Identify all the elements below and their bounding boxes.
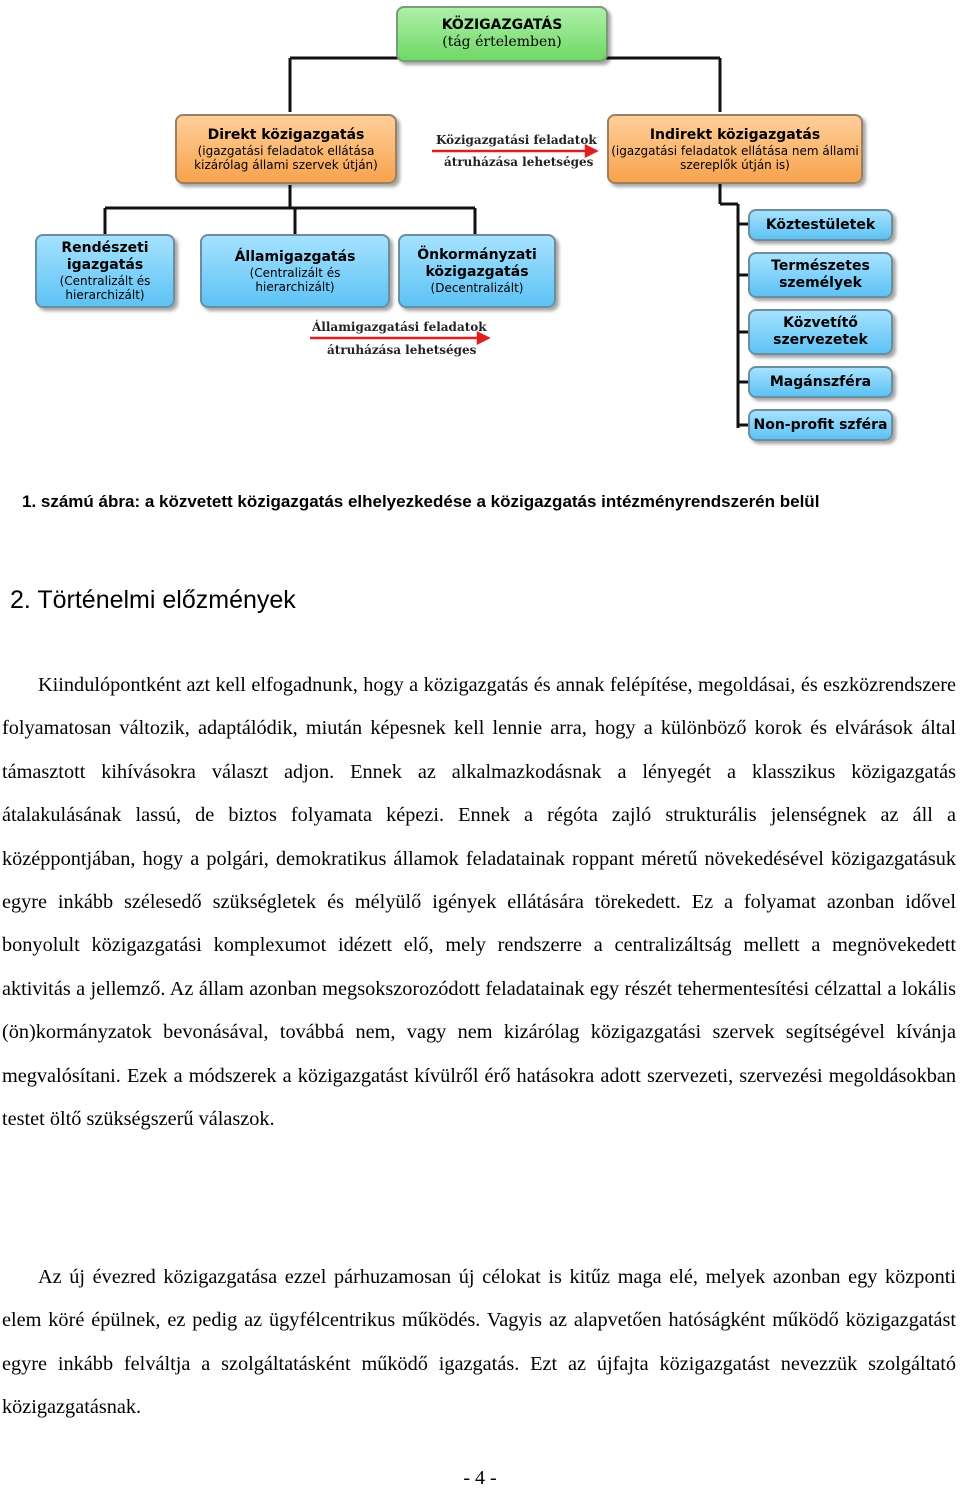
state-title: Államigazgatás bbox=[234, 248, 356, 265]
org-diagram bbox=[0, 0, 960, 470]
public-bodies-label: Köztestületek bbox=[765, 216, 876, 233]
direct-administration-box bbox=[175, 114, 397, 184]
direct-title: Direkt közigazgatás bbox=[207, 126, 365, 143]
delegation-bottom-line1: Államigazgatási feladatok bbox=[312, 320, 487, 334]
public-administration-root-box bbox=[396, 6, 608, 62]
private-sphere-label: Magánszféra bbox=[769, 373, 872, 390]
state-administration-box bbox=[200, 234, 390, 308]
page-number: - 4 - bbox=[463, 1467, 497, 1489]
local-government-title: Önkormányzati közigazgatás bbox=[417, 247, 537, 280]
root-subtitle: (tág értelemben) bbox=[442, 34, 562, 50]
direct-subtitle: (igazgatási feladatok ellátása kizárólag állami szervek útján) bbox=[194, 143, 378, 172]
natural-persons-box bbox=[748, 252, 893, 298]
delegation-top-line1: Közigazgatási feladatok bbox=[436, 133, 597, 147]
indirect-subtitle: (igazgatási feladatok ellátása nem állami szereplők útján is) bbox=[611, 143, 859, 172]
non-profit-sphere-label: Non-profit szféra bbox=[753, 416, 888, 433]
public-bodies-box bbox=[748, 209, 893, 241]
paragraph-1-text: Kiindulópontként azt kell elfogadnunk, hogy a közigazgatás és annak felépítése, megoldásai, és eszközrendszere folyamatosan változik, adaptálódik, miután képesnek kell lennie arra, hogy a különböző korok és elvárások által támasztott kihívásokra választ adjon. Ennek az alkalmazkodásnak a lényegét a klasszikus közigazgatás átalakulásának lassú, de biztos folyamata képezi. Ennek a régóta zajló strukturális jelenségnek az áll a középpontjában, hogy a polgári, demokratikus államok feladatainak roppant méretű növekedésével közigazgatásuk egyre inkább szélesedő szükségletek és mélyülő igények ellátására törekedett. Ez a folyamat azonban idővel bonyolult közigazgatási komplexumot idézett elő, mely rendszerre a centralizáltság mellett a megnövekedett aktivitás a jellemző. Az állam azonban megsokszorozódott feladatainak egy részét tehermentesítési célzattal a lokális (ön)kormányzatok bevonásával, továbbá nem, vagy nem kizárólag közigazgatási szervek segítségével kívánja megvalósítani. Ezek a módszerek a közigazgatást kívülről érő hatásokra adott szervezeti, szervezési megoldásokban testet öltő szükségszerű válaszok. bbox=[2, 674, 956, 1131]
indirect-administration-box bbox=[607, 114, 863, 184]
private-sphere-box bbox=[748, 366, 893, 398]
indirect-title: Indirekt közigazgatás bbox=[649, 126, 821, 143]
local-government-box bbox=[398, 234, 556, 308]
local-government-subtitle: (Decentralizált) bbox=[430, 281, 524, 295]
police-title: Rendészeti igazgatás bbox=[61, 240, 149, 273]
body-paragraph-1 bbox=[2, 664, 956, 1141]
delegation-top-line2: átruházása lehetséges bbox=[444, 155, 594, 169]
police-administration-box bbox=[35, 234, 175, 308]
police-subtitle: (Centralizált és hierarchizált) bbox=[59, 274, 151, 302]
intermediary-organizations-box bbox=[748, 309, 893, 355]
figure-caption: 1. számú ábra: a közvetett közigazgatás elhelyezkedése a közigazgatás intézményrendszerén belül bbox=[22, 492, 820, 511]
non-profit-sphere-box bbox=[748, 409, 893, 441]
delegation-bottom-line2: átruházása lehetséges bbox=[327, 343, 477, 357]
intermediary-organizations-label: Közvetítő szervezetek bbox=[773, 315, 868, 348]
root-title: KÖZIGAZGATÁS bbox=[441, 17, 563, 33]
paragraph-2-text: Az új évezred közigazgatása ezzel párhuzamosan új célokat is kitűz maga elé, melyek azonban egy központi elem köré épülnek, ez pedig az ügyfélcentrikus működés. Vagyis az alapvetően hatóságként működő közigazgatást egyre inkább felváltja a szolgáltatásként működő igazgatás. Ezt az újfajta közigazgatást nevezzük szolgáltató közigazgatásnak. bbox=[2, 1266, 956, 1419]
section-heading: 2. Történelmi előzmények bbox=[10, 586, 296, 614]
state-subtitle: (Centralizált és hierarchizált) bbox=[249, 265, 341, 294]
natural-persons-label: Természetes személyek bbox=[771, 258, 870, 291]
body-paragraph-2 bbox=[2, 1256, 956, 1430]
